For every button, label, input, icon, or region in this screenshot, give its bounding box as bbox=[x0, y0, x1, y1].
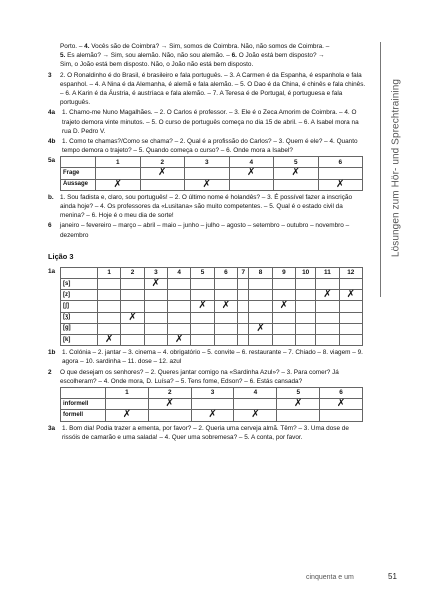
table-cell bbox=[316, 279, 339, 290]
table-cell bbox=[96, 168, 141, 179]
table-header-cell: 1 bbox=[106, 388, 149, 399]
table-cell bbox=[238, 279, 249, 290]
table-header-cell: 1 bbox=[96, 157, 141, 168]
paragraph-3 bbox=[48, 71, 366, 108]
cross-mark bbox=[168, 335, 191, 346]
table-2-wrap bbox=[48, 387, 366, 421]
table-row-label: Frage bbox=[61, 168, 96, 179]
cross-mark-glyph: ✗ bbox=[251, 409, 260, 421]
table-header-cell: 12 bbox=[339, 268, 362, 279]
table-row-label: [z] bbox=[61, 290, 98, 301]
cross-mark-glyph: ✗ bbox=[175, 334, 184, 346]
table-cell bbox=[144, 335, 167, 346]
table-header-cell: 11 bbox=[316, 268, 339, 279]
table-header-cell: 1 bbox=[98, 268, 121, 279]
table-cell bbox=[191, 279, 214, 290]
cross-mark bbox=[339, 290, 362, 301]
cross-mark-glyph: ✗ bbox=[294, 398, 303, 410]
table-row bbox=[61, 301, 363, 312]
cross-mark-glyph: ✗ bbox=[104, 334, 114, 346]
continued-text: O João está bem disposto? → bbox=[236, 52, 325, 60]
cross-mark bbox=[320, 399, 363, 410]
table-cell bbox=[191, 290, 214, 301]
cross-mark-glyph: ✗ bbox=[336, 178, 345, 190]
table-header-cell: 2 bbox=[121, 268, 144, 279]
table-5a-wrap bbox=[48, 156, 366, 190]
table-header-row bbox=[61, 157, 363, 168]
cross-mark-glyph: ✗ bbox=[128, 311, 137, 323]
item-number: 6. bbox=[231, 52, 237, 60]
table-cell bbox=[272, 335, 295, 346]
exercise-text: O que desejam os senhores? – 2. Queres jantar comigo na «Sardinha Azul»? – 3. Para comer? Já escolheram? – 4. Onde mora, D. Luísa? – 5. Tens fome, Edson? – 6. Estás cansada? bbox=[60, 368, 339, 385]
cross-mark bbox=[98, 335, 121, 346]
table-header-cell: 4 bbox=[229, 157, 274, 168]
table-header-row bbox=[61, 268, 363, 279]
table-cell bbox=[144, 301, 167, 312]
exercise-number: 3 bbox=[48, 71, 52, 79]
paragraph-6 bbox=[48, 221, 366, 239]
table-cell bbox=[339, 335, 362, 346]
table-cell bbox=[316, 301, 339, 312]
paragraph-1b bbox=[48, 348, 366, 366]
table-cell bbox=[98, 290, 121, 301]
exercise-text: 1. Sou fadista e, claro, sou português! – 2. O último nome é holandês? – 3. É possível fazer a inscrição ainda hoje? – 4. Os professores da «Lusitana» são muito competentes. – 5. Qual é o estado civil da menina? – 6. Hoje é o meu dia de sorte! bbox=[60, 193, 353, 220]
table-cell bbox=[144, 312, 167, 323]
cross-mark bbox=[148, 399, 191, 410]
cross-mark-glyph: ✗ bbox=[256, 322, 265, 334]
cross-mark-glyph: ✗ bbox=[208, 409, 217, 421]
side-rule bbox=[380, 42, 381, 297]
cross-mark-glyph: ✗ bbox=[291, 167, 300, 179]
table-header-cell: 10 bbox=[296, 268, 316, 279]
table-corner-cell bbox=[61, 157, 96, 168]
table-cell bbox=[144, 290, 167, 301]
cross-mark-glyph: ✗ bbox=[202, 178, 211, 190]
table-cell bbox=[249, 312, 272, 323]
table-row-label: formell bbox=[61, 410, 106, 421]
table-row bbox=[61, 335, 363, 346]
continued-text: Es alemão? → Sim, sou alemão. Não, não sou alemão. – bbox=[65, 52, 232, 60]
table-cell bbox=[238, 323, 249, 334]
continued-text: Vocês são de Coimbra? → Sim, somos de Coimbra. Não, não somos de Coimbra. – bbox=[89, 43, 330, 50]
table-cell bbox=[168, 279, 191, 290]
table-cell bbox=[168, 312, 191, 323]
table-row-label: [ʃ] bbox=[61, 301, 98, 312]
table-cell bbox=[121, 335, 144, 346]
cross-mark-glyph: ✗ bbox=[113, 178, 122, 190]
table-header-cell: 6 bbox=[318, 157, 363, 168]
exercise-number: 4a bbox=[48, 109, 56, 117]
cross-mark bbox=[318, 179, 363, 190]
table-cell bbox=[214, 279, 237, 290]
table-cell bbox=[121, 301, 144, 312]
table-cell bbox=[191, 335, 214, 346]
table-cell bbox=[168, 323, 191, 334]
table-cell bbox=[168, 290, 191, 301]
exercise-number: 4b bbox=[48, 138, 56, 146]
table-cell bbox=[238, 290, 249, 301]
exercise-number: 1b bbox=[48, 349, 56, 357]
table-row-label: [g] bbox=[61, 323, 98, 334]
cross-mark bbox=[144, 279, 167, 290]
table-row-label: Aussage bbox=[61, 179, 96, 190]
side-title bbox=[388, 45, 404, 290]
table-cell bbox=[296, 312, 316, 323]
table-1a bbox=[60, 267, 363, 346]
table-cell bbox=[296, 279, 316, 290]
table-header-cell: 3 bbox=[185, 157, 230, 168]
table-cell bbox=[121, 290, 144, 301]
table-cell bbox=[296, 290, 316, 301]
cross-mark bbox=[277, 399, 320, 410]
table-row bbox=[61, 323, 363, 334]
table-header-cell: 4 bbox=[234, 388, 277, 399]
page-number-word: cinquenta e um bbox=[306, 574, 354, 581]
table-row-label: [k] bbox=[61, 335, 98, 346]
cross-mark bbox=[185, 179, 230, 190]
table-cell bbox=[238, 335, 249, 346]
exercise-number: b. bbox=[48, 193, 54, 201]
table-1a-wrap bbox=[48, 267, 366, 346]
table-header-cell: 2 bbox=[140, 157, 185, 168]
exercise-text: janeiro – fevereiro – março – abril – maio – junho – julho – agosto – setembro – outubro – novembro – dezembro bbox=[60, 222, 350, 239]
table-row-label: [s] bbox=[61, 279, 98, 290]
table-header-cell: 5 bbox=[274, 157, 319, 168]
cross-mark-glyph: ✗ bbox=[323, 289, 332, 301]
table-cell bbox=[296, 301, 316, 312]
table-cell bbox=[296, 335, 316, 346]
table-cell bbox=[339, 323, 362, 334]
table-header-cell: 8 bbox=[249, 268, 272, 279]
table-cell bbox=[98, 323, 121, 334]
table-cell bbox=[238, 312, 249, 323]
table-cell bbox=[140, 179, 185, 190]
continued-text: Sim, o João está bem disposto. Não, o João não está bem disposto. bbox=[60, 61, 254, 69]
table-row bbox=[61, 312, 363, 323]
cross-mark bbox=[214, 301, 237, 312]
table-cell bbox=[214, 312, 237, 323]
table-cell bbox=[249, 335, 272, 346]
table-header-cell: 3 bbox=[144, 268, 167, 279]
table-5a bbox=[60, 156, 363, 190]
table-cell bbox=[148, 410, 191, 421]
table-cell bbox=[106, 399, 149, 410]
paragraph-2-continued bbox=[48, 42, 366, 70]
exercise-number: 6 bbox=[48, 222, 52, 230]
paragraph-3a bbox=[48, 424, 366, 442]
table-cell bbox=[316, 335, 339, 346]
table-corner-cell bbox=[61, 268, 98, 279]
cross-mark bbox=[272, 301, 295, 312]
cross-mark bbox=[274, 168, 319, 179]
table-row-label: informell bbox=[61, 399, 106, 410]
cross-mark-glyph: ✗ bbox=[198, 300, 207, 312]
exercise-text: 2. O Ronaldinho é do Brasil, é brasileiro e fala português. – 3. A Carmen é da Espanha, é espanhola e fala espanhol. – 4. A Nina é da Alemanha, é alemã e fala alemão. – 5. O Dao é da China, é chinês e fala chinês. – 6. A Karin é da Áustria, é austríaca e fala alemão. – 7. A Teresa é de Portugal, é portuguesa e fala português. bbox=[60, 71, 366, 107]
table-cell bbox=[277, 410, 320, 421]
exercise-text: 1. Como te chamas?/Como se chama? – 2. Qual é a profissão do Carlos? – 3. Quem é ele? – 4. Quanto tempo demora o trajeto? – 5. Quando começa o curso? – 6. Onde mora a Isabel? bbox=[62, 138, 358, 155]
cross-mark-glyph: ✗ bbox=[247, 167, 256, 179]
cross-mark bbox=[316, 290, 339, 301]
cross-mark bbox=[96, 179, 141, 190]
table-cell bbox=[339, 279, 362, 290]
table-cell bbox=[229, 179, 274, 190]
table-cell bbox=[339, 312, 362, 323]
cross-mark-glyph: ✗ bbox=[336, 398, 346, 410]
table-cell bbox=[272, 323, 295, 334]
table-2 bbox=[60, 387, 363, 421]
content bbox=[48, 42, 366, 443]
table-cell bbox=[316, 323, 339, 334]
cross-mark bbox=[106, 410, 149, 421]
table-cell bbox=[121, 279, 144, 290]
table-header-cell: 4 bbox=[168, 268, 191, 279]
item-number: 5. bbox=[60, 52, 66, 60]
cross-mark-glyph: ✗ bbox=[122, 409, 132, 421]
cross-mark-glyph: ✗ bbox=[221, 300, 231, 312]
table-corner-cell bbox=[61, 388, 106, 399]
exercise-number: 3a bbox=[48, 424, 56, 432]
table-cell bbox=[249, 301, 272, 312]
section-title: Lição 3 bbox=[48, 251, 74, 261]
exercise-number: 5a bbox=[48, 157, 56, 165]
cross-mark bbox=[234, 410, 277, 421]
cross-mark bbox=[249, 323, 272, 334]
table-header-cell: 3 bbox=[191, 388, 234, 399]
table-row bbox=[61, 399, 363, 410]
exercise-number: 2 bbox=[48, 368, 52, 376]
table-row-label: [ʒ] bbox=[61, 312, 98, 323]
table-cell bbox=[249, 279, 272, 290]
table-cell bbox=[191, 312, 214, 323]
table-header-cell: 5 bbox=[191, 268, 214, 279]
cross-mark bbox=[140, 168, 185, 179]
table-header-cell: 9 bbox=[272, 268, 295, 279]
continued-text: Porto. – bbox=[60, 43, 85, 50]
exercise-text: 1. Colónia – 2. jantar – 3. cinema – 4. obrigatório – 5. convite – 6. restaurante – 7. Chiado – 8. viagem – 9. agora – 10. sardinha – 11. dose – 12. azul bbox=[62, 349, 363, 366]
table-row bbox=[61, 290, 363, 301]
cross-mark-glyph: ✗ bbox=[151, 278, 161, 290]
table-cell bbox=[185, 168, 230, 179]
cross-mark-glyph: ✗ bbox=[346, 289, 355, 301]
table-header-cell: 6 bbox=[214, 268, 237, 279]
cross-mark bbox=[191, 410, 234, 421]
table-cell bbox=[296, 323, 316, 334]
table-row bbox=[61, 410, 363, 421]
page-number: 51 bbox=[388, 572, 397, 581]
table-cell bbox=[98, 279, 121, 290]
table-cell bbox=[274, 179, 319, 190]
table-header-row bbox=[61, 388, 363, 399]
exercise-text: 1. Chamo-me Nuno Magalhães. – 2. O Carlos é professor. – 3. Ele é o Zeca Amorim de Coimbra. – 4. O trajeto demora vinte minutos. – 5. O curso de português começa no dia 15 de abril. – 6. A Isabel mora na rua D. Pedro V. bbox=[62, 109, 359, 135]
cross-mark bbox=[229, 168, 274, 179]
table-header-cell: 2 bbox=[148, 388, 191, 399]
table-cell bbox=[98, 301, 121, 312]
exercise-text: 1. Bom dia! Podia trazer a ementa, por favor? – 2. Queria uma cerveja almã. Têm? – 3. Uma dose de rissóis de camarão e uma salada! – 4. Quer uma sobremesa? – 5. A conta, por favor. bbox=[62, 424, 349, 441]
cross-mark-glyph: ✗ bbox=[165, 398, 174, 410]
table-cell bbox=[121, 323, 144, 334]
table-row bbox=[61, 168, 363, 179]
table-cell bbox=[249, 290, 272, 301]
table-cell bbox=[144, 323, 167, 334]
table-cell bbox=[191, 399, 234, 410]
exercise-number: 1a bbox=[48, 268, 56, 276]
paragraph-4b bbox=[48, 137, 366, 155]
table-cell bbox=[272, 290, 295, 301]
table-header-cell: 7 bbox=[238, 268, 249, 279]
table-cell bbox=[98, 312, 121, 323]
table-cell bbox=[320, 410, 363, 421]
table-cell bbox=[214, 335, 237, 346]
side-title-text: Lösungen zum Hör- und Sprechtraining bbox=[390, 78, 402, 257]
table-cell bbox=[318, 168, 363, 179]
table-header-cell: 5 bbox=[277, 388, 320, 399]
table-cell bbox=[272, 312, 295, 323]
paragraph-2 bbox=[48, 368, 366, 386]
paragraph-5b bbox=[48, 193, 366, 221]
cross-mark-glyph: ✗ bbox=[279, 300, 289, 312]
cross-mark-glyph: ✗ bbox=[158, 167, 167, 179]
table-header-cell: 6 bbox=[320, 388, 363, 399]
item-number: 4. bbox=[84, 43, 90, 50]
table-cell bbox=[272, 279, 295, 290]
cross-mark bbox=[191, 301, 214, 312]
table-row bbox=[61, 279, 363, 290]
table-cell bbox=[238, 301, 249, 312]
table-cell bbox=[214, 290, 237, 301]
table-cell bbox=[214, 323, 237, 334]
table-cell bbox=[191, 323, 214, 334]
table-cell bbox=[234, 399, 277, 410]
table-cell bbox=[316, 312, 339, 323]
table-cell bbox=[168, 301, 191, 312]
table-row bbox=[61, 179, 363, 190]
cross-mark bbox=[121, 312, 144, 323]
paragraph-4a bbox=[48, 108, 366, 136]
table-cell bbox=[339, 301, 362, 312]
